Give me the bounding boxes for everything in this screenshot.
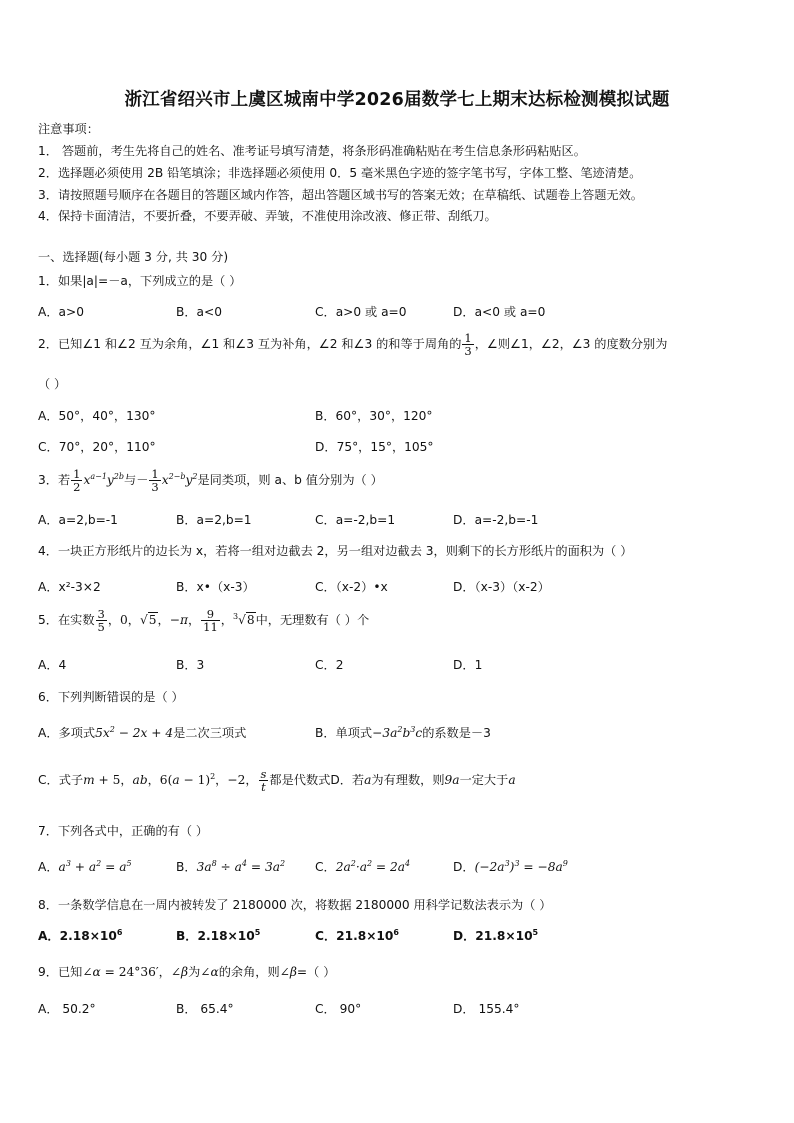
q7-d-label: D． <box>453 860 475 874</box>
q9-mid: ， <box>158 965 171 979</box>
question-1-stem: 1．如果|a|=－a，下列成立的是（ ） <box>38 274 242 288</box>
question-7-stem: 7．下列各式中，正确的有（ ） <box>38 824 209 838</box>
q6-frac: $\frac{s}{t}$ <box>260 767 267 795</box>
question-6-stem: 6．下列判断错误的是（ ） <box>38 690 184 704</box>
q7-option-b: B．$3a^8 \div a^4 = 3a^2$ <box>176 859 286 874</box>
section-heading: 一、选择题(每小题 3 分, 共 30 分) <box>38 250 229 264</box>
q8-c-base: C．21.8×10 <box>315 929 394 943</box>
q8-option-a <box>38 927 122 944</box>
q5-sqrt5: √5 <box>139 613 157 628</box>
q7-b-label: B． <box>176 860 197 874</box>
q8-option-c <box>315 927 399 944</box>
page-title: 浙江省绍兴市上虞区城南中学2026届数学七上期末达标检测模拟试题 <box>124 90 670 110</box>
q9-option-c: C． 90° <box>315 1002 362 1016</box>
question-5-stem: 5．在实数 $\frac{3}{5}$ ，0，√5，−π， $\frac{9}{11}$ ，$^3$√8中，无理数有（ ）个 <box>38 607 370 635</box>
q9-mid2: 为 <box>188 965 201 979</box>
q2-frac-num: 1 <box>464 331 472 345</box>
q5-option-b: B．3 <box>176 658 205 672</box>
q9-option-b: B． 65.4° <box>176 1002 234 1016</box>
q8-d-exp: 5 <box>532 928 539 937</box>
q8-a-base: A．2.18×10 <box>38 929 117 943</box>
q3-option-b: B．a=2,b=1 <box>176 513 252 527</box>
q7-option-a: A．$a^3 + a^2 = a^5$ <box>38 859 132 874</box>
q3-option-a: A．a=2,b=-1 <box>38 513 118 527</box>
q9-end: =（ ） <box>296 965 336 979</box>
q8-b-exp: 5 <box>254 928 261 937</box>
notice-item-4: 4．保持卡面清洁，不要折叠，不要弄破、弄皱，不准使用涂改液、修正带、刮纸刀。 <box>38 209 497 223</box>
q3-frac-1: $\frac{1}{2}$ <box>73 467 81 495</box>
q9-option-a: A． 50.2° <box>38 1002 96 1016</box>
q7-c-label: C． <box>315 860 336 874</box>
q2-option-d: D．75°，15°，105° <box>315 440 434 454</box>
q3-option-c: C．a=-2,b=1 <box>315 513 396 527</box>
q4-option-c: C．（x-2）•x <box>315 580 388 594</box>
q8-c-exp: 6 <box>393 928 399 937</box>
q6-a-post: 是二次三项式 <box>173 726 247 740</box>
question-4-stem: 4．一块正方形纸片的边长为 x，若将一组对边截去 2，另一组对边截去 3，则剩下的长方形纸片的面积为（ ） <box>38 544 633 558</box>
q3-pre: 3．若 <box>38 473 71 488</box>
notice-item-2: 2．选择题必须使用 2B 铅笔填涂；非选择题必须使用 0．5 毫米黑色字迹的签字笔书写，字体工整、笔迹清楚。 <box>38 166 642 180</box>
q2-option-a: A．50°，40°，130° <box>38 409 156 423</box>
q5-post: 中，无理数有（ ）个 <box>255 613 370 628</box>
q2-stem-post: ，∠则∠1，∠2，∠3 的度数分别为 <box>474 337 668 352</box>
q4-option-b: B．x•（x-3） <box>176 580 255 594</box>
q1-option-c: C．a>0 或 a=0 <box>315 305 407 319</box>
q2-stem-pre: 2．已知∠1 和∠2 互为余角，∠1 和∠3 互为补角，∠2 和∠3 的和等于周角的 <box>38 337 462 352</box>
q2-frac-den: 3 <box>464 344 472 359</box>
q5-option-c: C．2 <box>315 658 344 672</box>
q1-option-a: A．a>0 <box>38 305 84 319</box>
q6-b-post: 的系数是－3 <box>422 726 491 740</box>
question-3-stem <box>38 468 383 493</box>
q2-fraction <box>462 332 473 357</box>
q5-option-a: A．4 <box>38 658 67 672</box>
q1-option-d: D．a<0 或 a=0 <box>453 305 546 319</box>
q6-a-pre: A．多项式 <box>38 726 96 740</box>
q8-a-exp: 6 <box>116 928 123 937</box>
q1-option-b: B．a<0 <box>176 305 222 319</box>
q5-pre: 5．在实数 <box>38 613 95 628</box>
q8-option-b <box>176 927 260 944</box>
q7-a-label: A． <box>38 860 59 874</box>
q3-frac-2: $\frac{1}{3}$ <box>151 467 159 495</box>
question-9-stem: 9．已知∠α = 24°36′，∠β为∠α的余角，则∠β=（ ） <box>38 965 336 979</box>
q7-option-c: C．$2a^2\cdot a^2 = 2a^4$ <box>315 859 411 874</box>
q3-post: 是同类项，则 a、b 值分别为（ ） <box>197 473 383 488</box>
q2-option-b: B．60°，30°，120° <box>315 409 433 423</box>
q6-c-post: 都是代数式D．若 <box>269 773 365 788</box>
q6-c-tail: 为有理数，则 <box>371 773 445 788</box>
notice-heading: 注意事项： <box>38 122 99 136</box>
q5-option-d: D．1 <box>453 658 483 672</box>
q7-option-d: D．$(-2a^3)^3 = -8a^9$ <box>453 859 568 874</box>
q5-frac-2: $\frac{9}{11}$ <box>203 607 218 635</box>
q9-pre: 9．已知 <box>38 965 83 979</box>
notice-item-1: 1． 答题前，考生先将自己的姓名、准考证号填写清楚，将条形码准确粘贴在考生信息条形码粘贴区。 <box>38 144 586 158</box>
q3-mid: 与－ <box>124 473 149 488</box>
q3-term-2: $x^{2-b}y^2$ <box>161 472 198 488</box>
q4-option-a: A．x²-3×2 <box>38 580 101 594</box>
notice-item-3: 3．请按照题号顺序在各题目的答题区域内作答，超出答题区域书写的答案无效；在草稿纸、试题卷上答题无效。 <box>38 188 643 202</box>
q8-b-base: B．2.18×10 <box>176 929 255 943</box>
q3-term-1: $x^{a-1}y^{2b}$ <box>83 472 125 488</box>
question-8-stem: 8．一条数学信息在一周内被转发了 2180000 次，将数据 2180000 用科学记数法表示为（ ） <box>38 898 552 912</box>
q8-d-base: D．21.8×10 <box>453 929 533 943</box>
q6-option-c: C．式子m + 5，ab，$6(a - 1)^2$，−2， $\frac{s}{t}$ 都是代数式D．若a为有理数，则9a一定大于a <box>38 767 516 795</box>
q2-option-c: C．70°，20°，110° <box>38 440 156 454</box>
q5-cbrt8: $^3$√8 <box>232 612 255 628</box>
q9-option-d: D． 155.4° <box>453 1002 520 1016</box>
q6-option-a: A．多项式$5x^2 - 2x + 4$是二次三项式 <box>38 725 247 740</box>
q8-option-d <box>453 927 538 944</box>
q6-option-b: B．单项式$-3a^2b^3c$的系数是－3 <box>315 725 491 740</box>
q4-option-d: D．（x-3）（x-2） <box>453 580 550 594</box>
q5-frac-1: $\frac{3}{5}$ <box>97 607 105 635</box>
q3-option-d: D．a=-2,b=-1 <box>453 513 539 527</box>
q6-c-pre: C．式子 <box>38 773 84 788</box>
q9-post: 的余角，则 <box>218 965 280 979</box>
q6-c-end: 一定大于 <box>459 773 509 788</box>
q6-b-pre: B．单项式 <box>315 726 373 740</box>
q2-paren: （ ） <box>38 377 67 391</box>
question-2-stem <box>38 332 667 357</box>
